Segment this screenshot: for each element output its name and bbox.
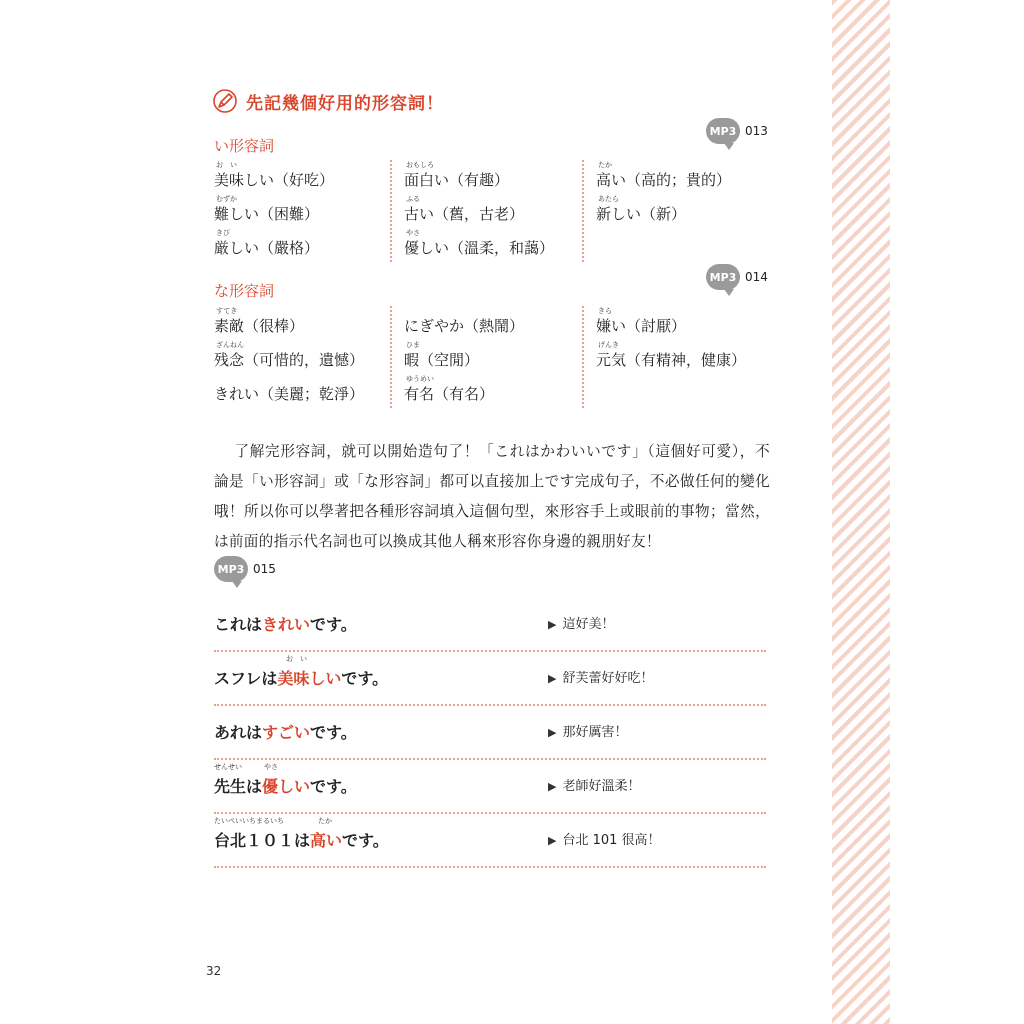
vocab-item: あたら 新しい（新） [596, 195, 687, 223]
vocab-column [582, 160, 774, 262]
na-adjective-table [214, 306, 774, 408]
translation: ▶ 舒芙蕾好好吃！ [548, 671, 654, 686]
audio-bubble-icon: MP3 [214, 556, 248, 582]
i-adjective-label: い形容詞 [214, 137, 275, 155]
mp3-badge-013[interactable] [706, 118, 768, 144]
section-heading [212, 88, 444, 114]
triangle-right-icon: ▶ [548, 672, 557, 685]
audio-bubble-icon: MP3 [706, 264, 740, 290]
vocab-item: たか 高い（高的；貴的） [596, 161, 732, 189]
example-row [214, 706, 766, 760]
i-adjective-table [214, 160, 774, 262]
vocab-item: むずか 難しい（困難） [214, 195, 320, 223]
example-row [214, 598, 766, 652]
vocab-column [390, 306, 582, 408]
translation: ▶ 老師好溫柔！ [548, 779, 641, 794]
example-row [214, 814, 766, 868]
japanese-sentence: 先生は優しいです。 [214, 777, 357, 796]
triangle-right-icon: ▶ [548, 726, 557, 739]
japanese-sentence: あれはすごいです。 [214, 723, 357, 742]
vocab-column [214, 306, 390, 408]
vocab-column [390, 160, 582, 262]
vocab-item: お い 美味しい（好吃） [214, 161, 335, 189]
furigana: たか [318, 817, 332, 825]
na-adjective-label: な形容詞 [214, 282, 275, 300]
vocab-item: やさ 優しい（溫柔，和藹） [404, 229, 555, 257]
vocab-item [596, 374, 774, 408]
example-row [214, 652, 766, 706]
mp3-track-number: 015 [253, 562, 276, 576]
translation: ▶ 那好厲害！ [548, 725, 628, 740]
furigana: やさ [264, 763, 278, 771]
page-number: 32 [206, 964, 222, 978]
vocab-item: にぎやか（熱鬧） [404, 317, 525, 335]
translation: ▶ 台北 101 很高！ [548, 833, 661, 848]
mp3-badge-015[interactable] [214, 556, 276, 582]
vocab-item: ゆうめい 有名（有名） [404, 375, 495, 403]
audio-bubble-icon: MP3 [706, 118, 740, 144]
vocab-item: きら 嫌い（討厭） [596, 307, 687, 335]
example-sentence-list [214, 598, 766, 868]
japanese-sentence: 台北１０１は高いです。 [214, 831, 389, 850]
triangle-right-icon: ▶ [548, 780, 557, 793]
furigana: たいぺいいちまるいち [214, 817, 284, 825]
vocab-item: ふる 古い（舊，古老） [404, 195, 525, 223]
vocab-item: ざんねん 残念（可惜的，遺憾） [214, 341, 365, 369]
vocab-item: すてき 素敵（很棒） [214, 307, 305, 335]
translation: ▶ 這好美！ [548, 617, 615, 632]
page-title: 先記幾個好用的形容詞！ [246, 93, 444, 114]
vocab-item: きび 厳しい（嚴格） [214, 229, 320, 257]
furigana: せんせい [214, 763, 242, 771]
japanese-sentence: スフレは美味しいです。 [214, 669, 389, 688]
explanation-paragraph: 了解完形容詞，就可以開始造句了！「これはかわいいです」（這個好可愛），不論是「い形容詞」或「な形容詞」都可以直接加上です完成句子，不必做任何的變化哦！所以你可以學著把各種形容詞填入這個句型，來形容手上或眼前的事物；當然，は前面的指示代名詞也可以換成其他人稱來形容你身邊的親朋好友！ [214, 442, 770, 550]
mp3-track-number: 014 [745, 270, 768, 284]
vocab-item: おもしろ 面白い（有趣） [404, 161, 510, 189]
vocab-column [214, 160, 390, 262]
mp3-track-number: 013 [745, 124, 768, 138]
furigana: お い [286, 655, 307, 663]
vocab-column [582, 306, 774, 408]
triangle-right-icon: ▶ [548, 618, 557, 631]
japanese-sentence: これはきれいです。 [214, 615, 357, 634]
vocab-item: げんき 元気（有精神，健康） [596, 341, 747, 369]
vocab-item: きれい（美麗；乾淨） [214, 385, 365, 403]
mp3-badge-014[interactable] [706, 264, 768, 290]
decorative-side-stripe [832, 0, 890, 1024]
triangle-right-icon: ▶ [548, 834, 557, 847]
pencil-icon [212, 88, 238, 114]
example-row [214, 760, 766, 814]
vocab-item [596, 228, 774, 262]
vocab-item: ひま 暇（空閒） [404, 341, 480, 369]
